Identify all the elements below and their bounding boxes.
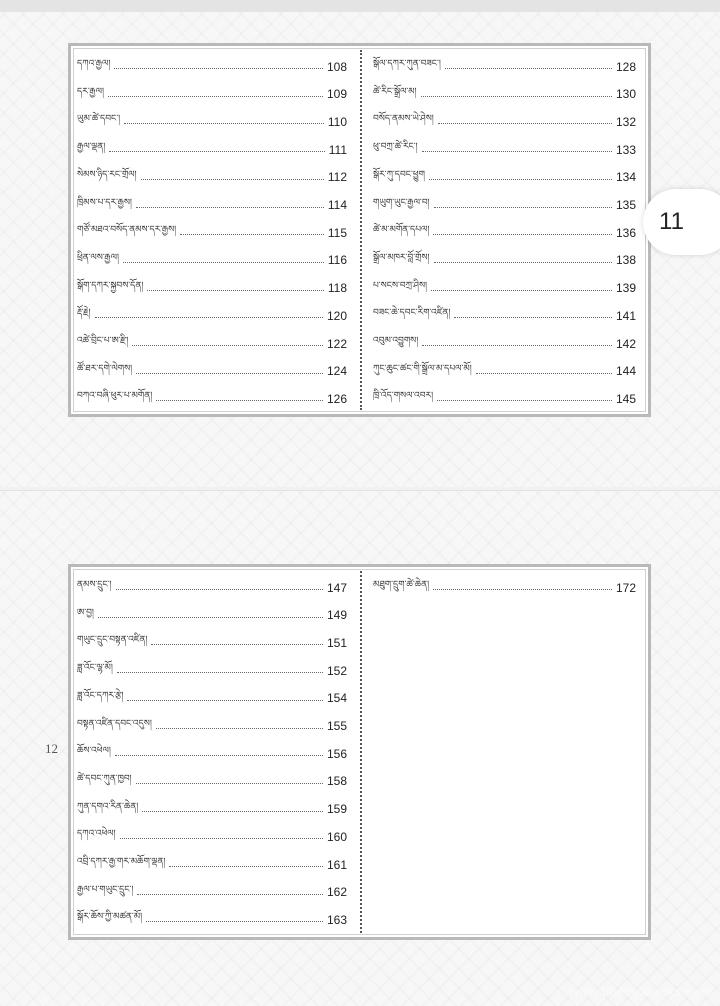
toc-entry-title: འབུམ་འབྱུགས། [373, 336, 419, 346]
toc-entry-title: ཀུང་ཆུང་ཚང་གི་སྒྲོལ་མ་དཔལ་མོ། [373, 363, 472, 374]
dot-leader [136, 207, 324, 208]
toc-entry-page-number: 147 [326, 580, 347, 595]
toc-entry-title: ཚོ་ཐར་དགེ་ལེགས། [77, 363, 133, 374]
dot-leader [123, 262, 324, 263]
toc-entry-title: སྒོག་དཀར་སྐྱབས་དོན། [77, 280, 144, 291]
toc-entry[interactable] [71, 823, 361, 850]
toc-entry[interactable] [71, 740, 361, 767]
dot-leader [117, 672, 323, 673]
toc-entry-page-number: 135 [615, 198, 636, 212]
toc-entry-title: སྒོལ་དཀར་ཀུན་བཟང་། [373, 59, 441, 69]
toc-entry-page-number: 139 [615, 281, 636, 296]
toc-entry-title: བཟང་ཆེ་དབང་རིག་འཛིན། [373, 308, 451, 319]
toc-entry[interactable] [71, 629, 361, 656]
toc-entry[interactable] [71, 136, 361, 163]
dot-leader [422, 151, 612, 152]
toc-entry-title: དཀའ་རྒྱལ། [77, 59, 111, 69]
toc-entry[interactable] [71, 219, 361, 246]
toc-entry-page-number: 115 [327, 225, 347, 240]
dot-leader [434, 207, 612, 208]
toc-entry-page-number: 152 [326, 663, 347, 678]
dot-leader [146, 921, 323, 922]
toc-entry-page-number: 124 [326, 364, 347, 379]
toc-entry[interactable] [71, 796, 361, 823]
dot-leader [108, 96, 323, 97]
toc-entry-page-number: 134 [615, 170, 636, 185]
toc-entry-page-number: 151 [326, 635, 347, 650]
toc-entry[interactable] [71, 81, 361, 108]
dot-leader [454, 317, 612, 318]
page-number-badge[interactable]: 11 [643, 189, 720, 255]
toc-entry-title: ཟླ་འོང་ལྷ་མོ། [77, 663, 113, 674]
toc-entry-title: ཡུམ་ཚེ་དབང་། [77, 114, 121, 125]
dot-leader [434, 262, 612, 263]
toc-entry-title: གཡུག་ཡུང་རྒྱལ་བ། [373, 197, 430, 208]
toc-entry-title: གཙོ་མཐའ་བསོད་ནམས་དར་རྒྱས། [77, 225, 177, 236]
toc-column-right [361, 46, 648, 414]
toc-entry-title: བཀའ་བཞི་ཕུར་པ་མགོན། [77, 391, 153, 402]
dot-leader [115, 755, 323, 756]
toc-entry-title: འབྲི་དཀར་རྒྱ་གར་མཆོག་ལྡན། [77, 857, 166, 867]
toc-entry-title: ཕྲིན་ལས་རྒྱལ། [77, 252, 119, 263]
dot-leader [431, 290, 612, 291]
dot-leader [180, 234, 324, 235]
toc-entry[interactable] [71, 385, 361, 412]
toc-entry-page-number: 136 [615, 225, 636, 240]
toc-entry-page-number: 112 [327, 170, 347, 185]
toc-entry-title: སྒོར་ཀུ་དབང་ཕྱུག [373, 169, 425, 180]
toc-entry-page-number: 132 [615, 114, 636, 129]
toc-entry-title: རྒྱལ་ལྡན། [77, 142, 106, 153]
dot-leader [476, 373, 612, 374]
dot-leader [114, 68, 323, 69]
toc-entry-title: སྒྲོལ་མཁར་བློ་གྲོས། [373, 252, 430, 263]
toc-entry-title: མཐུག་དྲུག་ཚེ་ཆེན། [373, 580, 430, 590]
toc-entry-page-number: 130 [615, 87, 636, 102]
dot-leader [136, 783, 323, 784]
toc-entry[interactable] [71, 713, 361, 740]
toc-entry[interactable] [71, 330, 361, 357]
dot-leader [169, 866, 323, 867]
toc-entry-title: རྒྱལ་པ་གཡུང་དྲུང་། [77, 884, 134, 895]
toc-entry-title: འཚེ་བྲིང་པ་ཨ་རྫི། [77, 336, 129, 346]
toc-entry[interactable] [361, 302, 648, 329]
toc-entry-title: ཨ་བྱ། [77, 607, 94, 618]
toc-entry[interactable] [361, 275, 648, 302]
page-number-side: 12 [45, 741, 58, 756]
toc-entry[interactable] [361, 385, 648, 412]
toc-entry[interactable] [361, 136, 648, 163]
toc-entry-page-number: 172 [615, 580, 636, 595]
toc-entry-page-number: 159 [326, 802, 347, 817]
dot-leader [422, 345, 612, 346]
toc-entry-title: ནམས་དྲུང་། [77, 580, 112, 590]
toc-entry-page-number: 161 [326, 857, 347, 872]
toc-entry-title: རྡོ་རྗེ། [77, 308, 91, 319]
toc-box-top [68, 43, 651, 417]
toc-entry[interactable] [361, 574, 648, 601]
toc-entry-title: ཟླ་འོང་དཀར་རྩེ། [77, 690, 124, 701]
toc-entry-page-number: 138 [615, 253, 636, 268]
toc-entry[interactable] [71, 53, 361, 80]
dot-leader [438, 123, 612, 124]
toc-entry[interactable] [71, 247, 361, 274]
toc-entry[interactable] [71, 906, 361, 933]
toc-entry-page-number: 160 [326, 829, 347, 844]
dot-leader [116, 589, 323, 590]
toc-entry-title: ཀུན་དགའ་རིན་ཆེན། [77, 801, 139, 812]
toc-entry-title: ཚེ་མ་མགོན་དཔལ། [373, 225, 430, 236]
dot-leader [137, 894, 322, 895]
dot-leader [124, 123, 324, 124]
toc-entry[interactable] [361, 81, 648, 108]
toc-entry[interactable] [71, 768, 361, 795]
dot-leader [142, 811, 323, 812]
toc-entry-title: སྒོར་ཆོས་ཀྱི་མཚན་མོ། [77, 912, 143, 923]
toc-entry[interactable] [361, 192, 648, 219]
toc-entry-page-number: 162 [326, 885, 347, 900]
toc-entry-page-number: 163 [326, 912, 347, 927]
toc-entry-title: ཚེ་རིང་སྒྲོལ་མ། [373, 86, 417, 97]
toc-entry-title: དཀའ་འཕེལ། [77, 829, 116, 840]
toc-entry-title: ཚེ་དབང་ཀུན་ཁྱབ། [77, 773, 132, 784]
toc-column-left [71, 567, 361, 937]
toc-entry-title: བསྟན་འཛིན་དབང་འདུས། [77, 718, 152, 729]
toc-entry-title: ཆོས་འཕེལ། [77, 746, 111, 757]
toc-entry-page-number: 114 [327, 198, 347, 212]
dot-leader [132, 345, 323, 346]
toc-entry-title: ཕུ་བཀྲ་ཚེ་རིང་། [373, 142, 418, 153]
toc-entry[interactable] [71, 275, 361, 302]
dot-leader [109, 151, 324, 152]
toc-entry[interactable] [361, 247, 648, 274]
toc-entry-page-number: 156 [326, 746, 347, 761]
toc-entry-page-number: 145 [615, 391, 636, 406]
dot-leader [429, 179, 612, 180]
toc-entry[interactable] [71, 358, 361, 385]
dot-leader [151, 644, 323, 645]
dot-leader [156, 728, 323, 729]
toc-entry[interactable] [361, 358, 648, 385]
toc-entry-page-number: 126 [326, 391, 347, 406]
toc-entry-page-number: 120 [326, 308, 347, 323]
toc-entry-page-number: 154 [326, 691, 347, 706]
dot-leader [95, 317, 323, 318]
dot-leader [98, 617, 323, 618]
toc-entry-page-number: 144 [615, 364, 636, 379]
toc-entry[interactable] [71, 657, 361, 684]
toc-entry-page-number: 133 [615, 142, 636, 157]
toc-entry[interactable] [71, 685, 361, 712]
toc-entry-title: ཁྲི་འོད་གསལ་འབར། [373, 391, 434, 402]
toc-entry-page-number: 122 [326, 336, 347, 351]
toc-entry[interactable] [71, 851, 361, 878]
toc-entry[interactable] [71, 602, 361, 629]
toc-box-bottom [68, 564, 651, 940]
toc-column-left [71, 46, 361, 414]
toc-entry[interactable] [71, 164, 361, 191]
toc-entry[interactable] [71, 192, 361, 219]
toc-entry[interactable] [361, 53, 648, 80]
toc-column-right [361, 567, 648, 937]
toc-entry-title: པ་སངས་བཀྲ་ཤིས། [373, 280, 428, 291]
toc-entry[interactable] [71, 879, 361, 906]
dot-leader [437, 400, 612, 401]
toc-entry-page-number: 128 [615, 59, 636, 74]
toc-entry-page-number: 158 [326, 774, 347, 789]
toc-entry[interactable] [71, 574, 361, 601]
toc-entry[interactable] [361, 219, 648, 246]
dot-leader [127, 700, 322, 701]
toc-entry-page-number: 116 [327, 253, 347, 268]
toc-entry[interactable] [361, 108, 648, 135]
toc-entry-page-number: 155 [326, 719, 347, 733]
dot-leader [147, 290, 323, 291]
watermark: www.tibetanbooks.com [569, 984, 712, 999]
toc-entry-title: སེམས་ཉིད་རང་གྲོལ། [77, 169, 137, 180]
toc-entry-title: དར་རྒྱལ། [77, 86, 104, 97]
toc-entry-page-number: 149 [326, 608, 347, 623]
toc-entry-page-number: 111 [328, 142, 347, 157]
dot-leader [136, 373, 323, 374]
dot-leader [120, 838, 323, 839]
toc-entry[interactable] [71, 302, 361, 329]
dot-leader [445, 68, 612, 69]
toc-entry-page-number: 141 [615, 308, 636, 323]
toc-entry[interactable] [71, 108, 361, 135]
toc-entry-title: བསོད་ནམས་ཡེ་ཤེས། [373, 114, 434, 125]
toc-entry-page-number: 108 [326, 59, 347, 74]
toc-entry-title: ཁྲིམས་པ་དར་རྒྱས། [77, 197, 132, 208]
dot-leader [421, 96, 612, 97]
dot-leader [433, 589, 612, 590]
toc-entry-page-number: 109 [326, 87, 347, 102]
dot-leader [156, 400, 323, 401]
toc-entry[interactable] [361, 330, 648, 357]
toc-entry[interactable] [361, 164, 648, 191]
toc-entry-page-number: 142 [615, 336, 636, 351]
toc-entry-page-number: 110 [327, 114, 347, 129]
dot-leader [141, 179, 324, 180]
toc-entry-title: གཡུང་དྲུང་བསྟན་འཛིན། [77, 635, 148, 646]
toc-entry-page-number: 118 [327, 281, 347, 296]
dot-leader [433, 234, 612, 235]
